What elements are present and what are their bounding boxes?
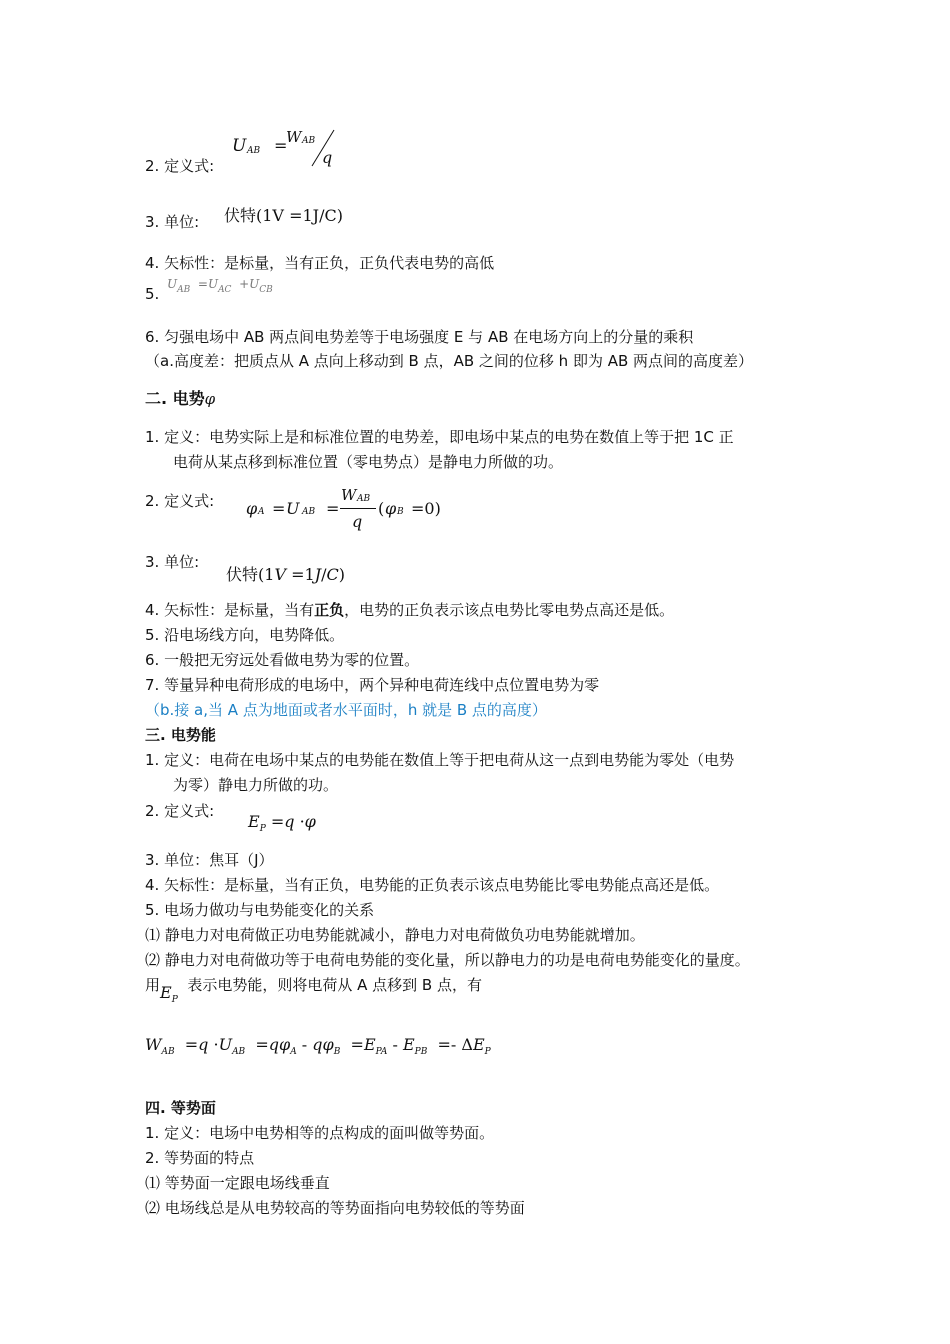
- formula-ep-definition: $E_P =q \cdot\varphi$: [248, 812, 316, 834]
- sec1-item6: 6. 匀强电场中 AB 两点间电势差等于电场强度 E 与 AB 在电场方向上的分量的乘积: [145, 328, 694, 346]
- sec1-unit-value: 伏特(1V =1J/C): [224, 206, 343, 225]
- sec3-item1-line2: 为零）静电力所做的功。: [173, 776, 339, 794]
- sec2-item3-label: 3. 单位:: [145, 553, 200, 571]
- formula-uab-definition: U AB = W AB q: [232, 126, 342, 172]
- sec4-para2: ⑵ 电场线总是从电势较高的等势面指向电势较低的等势面: [145, 1199, 525, 1217]
- sec3-para1: ⑴ 静电力对电荷做正功电势能就减小，静电力对电荷做负功电势能就增加。: [145, 926, 645, 944]
- sec2-unit-value: 伏特(1V =1J/C): [226, 565, 345, 584]
- sec2-item1-line1: 1. 定义：电势实际上是和标准位置的电势差，即电场中某点的电势在数值上等于把 1C 正: [145, 428, 734, 446]
- formula-uab-sum: $U_{AB} =U_{AC} +U_{CB}$: [167, 277, 273, 295]
- sec3-item2-label: 2. 定义式:: [145, 802, 215, 820]
- sec1-item5-label: 5.: [145, 285, 160, 303]
- sec3-item4: 4. 矢标性：是标量，当有正负，电势能的正负表示该点电势能比零电势能点高还是低。: [145, 876, 720, 894]
- sec2-item5: 5. 沿电场线方向，电势降低。: [145, 626, 345, 644]
- sec3-item5: 5. 电场力做功与电势能变化的关系: [145, 901, 375, 919]
- sec3-para2: ⑵ 静电力对电荷做功等于电荷电势能的变化量，所以静电力的功是电荷电势能变化的量度。: [145, 951, 750, 969]
- sec3-heading: 三. 电势能: [145, 726, 216, 744]
- sec4-item1: 1. 定义：电场中电势相等的点构成的面叫做等势面。: [145, 1124, 495, 1142]
- sec3-item3: 3. 单位：焦耳（J）: [145, 851, 274, 869]
- sec2-item4: 4. 矢标性：是标量，当有正负，电势的正负表示该点电势比零电势点高还是低。: [145, 601, 675, 619]
- sec3-use-ep: 用$E_P$ 表示电势能，则将电荷从 A 点移到 B 点，有: [145, 976, 482, 1005]
- sec2-item1-line2: 电荷从某点移到标准位置（零电势点）是静电力所做的功。: [173, 453, 564, 471]
- sec4-para1: ⑴ 等势面一定跟电场线垂直: [145, 1174, 330, 1192]
- sec1-item2-label: 2. 定义式:: [145, 157, 215, 175]
- formula-work-potential: $W_{AB} =q \cdot U_{AB} =q\varphi_A - q\varphi_B =E_{PA} - E_{PB} =- \Delta E_P$: [145, 1035, 491, 1057]
- sec3-item1-line1: 1. 定义：电荷在电场中某点的电势能在数值上等于把电荷从这一点到电势能为零处（电势: [145, 751, 735, 769]
- sec4-item2: 2. 等势面的特点: [145, 1149, 255, 1167]
- sec1-item3-label: 3. 单位:: [145, 213, 200, 231]
- sec1-note-a: （a.高度差：把质点从 A 点向上移动到 B 点，AB 之间的位移 h 即为 AB 两点间的高度差）: [145, 352, 754, 370]
- sec2-item2-label: 2. 定义式:: [145, 492, 215, 510]
- formula-phi-definition: φ A = U AB = W AB q ( φ B =0): [246, 486, 441, 531]
- sec2-item7: 7. 等量异种电荷形成的电场中，两个异种电荷连线中点位置电势为零: [145, 676, 600, 694]
- sec4-heading: 四. 等势面: [145, 1099, 216, 1117]
- sec2-note-b: （b.接 a,当 A 点为地面或者水平面时，h 就是 B 点的高度）: [145, 701, 547, 719]
- sec2-heading: 二. 电势φ: [145, 389, 216, 408]
- sec2-item6: 6. 一般把无穷远处看做电势为零的位置。: [145, 651, 420, 669]
- sec1-item4: 4. 矢标性：是标量，当有正负，正负代表电势的高低: [145, 254, 495, 272]
